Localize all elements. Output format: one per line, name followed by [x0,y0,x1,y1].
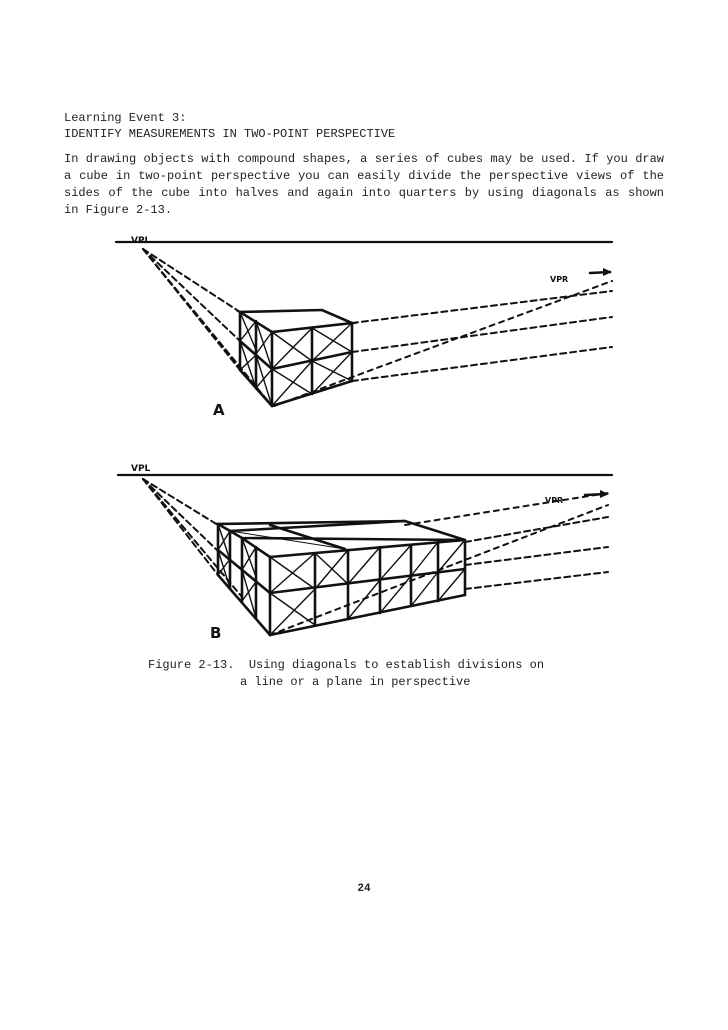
learning-event-subtitle: IDENTIFY MEASUREMENTS IN TWO-POINT PERSPECTIVE [64,127,396,141]
figure-a-drawing [116,242,612,406]
figure-b-vpr-label: VPR [545,496,564,505]
page-number: 24 [357,883,371,895]
caption-line-2: a line or a plane in perspective [240,675,471,689]
figure-b-vpl-label: VPL [131,464,151,474]
caption-line-1: Figure 2-13. Using diagonals to establish divisions on [148,658,545,672]
learning-event-title: Learning Event 3: [64,111,187,125]
body-paragraph: In drawing objects with compound shapes, a series of cubes may be used. If you draw a cube in two-point perspective you can easily divide the perspective views of the sides of the cube into halves and again into quarters by using diagonals as shown in Figure 2-13. [64,152,664,217]
vpr-guidelines-a [274,281,612,406]
figure-a-label: A [213,401,225,419]
figure-b-label: B [210,624,222,642]
perspective-figure [0,225,728,655]
figure-a-vpr-label: VPR [550,275,569,284]
figure-a-vpl-label: VPL [131,236,151,246]
section-heading [64,110,395,142]
figure-b-drawing [118,475,612,635]
